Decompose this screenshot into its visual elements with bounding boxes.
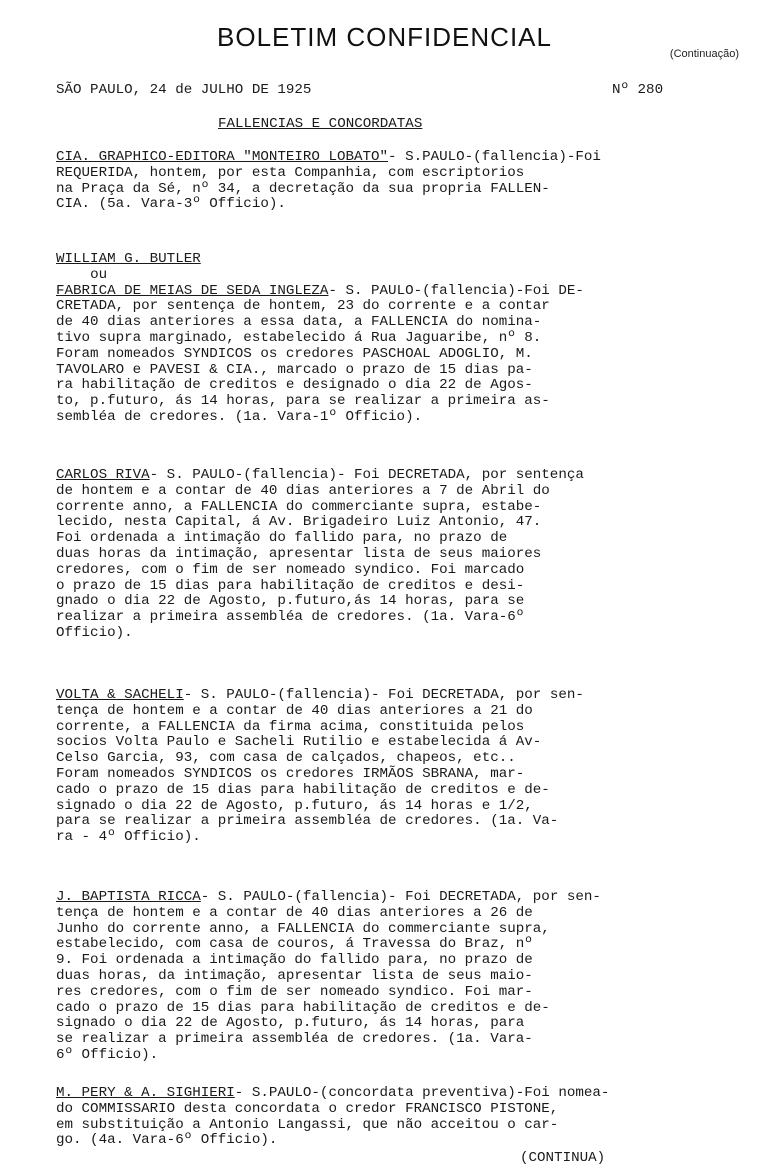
entry-line: de 40 dias anteriores a essa data, a FALLENCIA do nomina- (56, 314, 542, 331)
entry-name: CARLOS RIVA (56, 467, 150, 483)
entry-line: Officio). (56, 624, 133, 641)
entry-line: corrente anno, a FALLENCIA do commerciante supra, estabe- (56, 498, 542, 515)
entry-line: - S. PAULO-(fallencia)- Foi DECRETADA, por sentença (149, 467, 584, 483)
entry-line: do COMMISSARIO desta concordata o credor FRANCISCO PISTONE, (56, 1100, 559, 1117)
entry-line: ra habilitação de creditos e designado o dia 22 de Agos- (56, 377, 533, 394)
entry-line: na Praça da Sé, nº 34, a decretação da sua propria FALLEN- (56, 180, 550, 197)
entry-carlos-riva (56, 468, 746, 642)
entry-name: VOLTA & SACHELI (56, 687, 184, 703)
entry-line: signado o dia 22 de Agosto, p.futuro, ás 14 horas e 1/2, (56, 797, 533, 814)
entry-line: - S. PAULO-(fallencia)-Foi DE- (328, 282, 584, 299)
bulletin-title: BOLETIM CONFIDENCIAL (217, 22, 552, 52)
entry-line: credores, com o fim de ser nomeado syndico. Foi marcado (56, 561, 525, 578)
entry-line: - S.PAULO-(concordata preventiva)-Foi nomea- (234, 1085, 610, 1101)
continuation-note: (Continuação) (669, 48, 739, 60)
entry-baptista-ricca (56, 890, 746, 1064)
entry-graphico-editora (56, 150, 746, 213)
entry-line: - S. PAULO-(fallencia)- Foi DECRETADA, por sen- (200, 889, 601, 905)
entry-line: para se realizar a primeira assembléa de credores. (1a. Va- (56, 813, 559, 830)
entry-line: res credores, com o fim de ser nomeado syndico. Foi mar- (56, 983, 533, 1000)
entry-line: tença de hontem e a contar de 40 dias anteriores a 21 do (56, 702, 533, 719)
entry-name-alt: FABRICA DE MEIAS DE SEDA INGLEZA (56, 282, 329, 299)
entry-line: Foi ordenada a intimação do fallido para, no prazo de (56, 530, 508, 547)
entry-line: ra - 4º Officio). (56, 829, 201, 846)
entry-line: Foram nomeados SYNDICOS os credores IRMÃOS SBRANA, mar- (56, 765, 525, 782)
entry-line: 6º Officio). (56, 1046, 159, 1063)
entry-line: duas horas da intimação, apresentar lista de seus maiores (56, 545, 542, 562)
entry-connector: ou (90, 266, 108, 283)
dateline: SÃO PAULO, 24 de JULHO DE 1925 (56, 82, 312, 98)
entry-line: lecido, nesta Capital, á Av. Brigadeiro Luiz Antonio, 47. (56, 514, 542, 531)
entry-line: signado o dia 22 de Agosto, p.futuro, ás 14 horas, para (56, 1015, 525, 1032)
entry-name: J. BAPTISTA RICCA (56, 889, 201, 905)
entry-william-butler (56, 252, 746, 426)
entry-line: socios Volta Paulo e Sacheli Rutilio e estabelecida á Av- (56, 734, 542, 751)
entry-line: realizar a primeira assembléa de credores. (1a. Vara-6º (56, 609, 525, 626)
entry-line: CRETADA, por sentença de hontem, 23 do corrente e a contar (56, 298, 550, 315)
entry-pery-sighieri (56, 1086, 746, 1149)
entry-line: duas horas, da intimação, apresentar lista de seus maio- (56, 967, 533, 984)
entry-line: tença de hontem e a contar de 40 dias anteriores a 26 de (56, 904, 533, 921)
entry-volta-sacheli (56, 688, 746, 846)
entry-line: to, p.futuro, ás 14 horas, para se realizar a primeira as- (56, 393, 550, 410)
entry-line: em substituição a Antonio Langassi, que não acceitou o car- (56, 1116, 559, 1133)
entry-line: se realizar a primeira assembléa de credores. (1a. Vara- (56, 1031, 533, 1048)
entry-line: 9. Foi ordenada a intimação do fallido para, no prazo de (56, 952, 533, 969)
entry-line: tivo supra marginado, estabelecido á Rua Jaguaribe, nº 8. (56, 329, 542, 346)
continua-note: (CONTINUA) (520, 1150, 606, 1166)
entry-name: CIA. GRAPHICO-EDITORA "MONTEIRO LOBATO" (56, 149, 389, 165)
entry-line: go. (4a. Vara-6º Officio). (56, 1132, 278, 1149)
entry-line: o prazo de 15 dias para habilitação de creditos e desi- (56, 577, 525, 594)
entry-name: WILLIAM G. BUTLER (56, 251, 201, 267)
entry-line: de hontem e a contar de 40 dias anteriores a 7 de Abril do (56, 482, 550, 499)
section-heading: FALLENCIAS E CONCORDATAS (218, 116, 423, 132)
entry-line: Junho do corrente anno, a FALLENCIA do commerciante supra, (56, 920, 550, 937)
entry-line: corrente, a FALLENCIA da firma acima, constituida pelos (56, 718, 525, 735)
entry-line: - S. PAULO-(fallencia)- Foi DECRETADA, por sen- (183, 687, 584, 703)
entry-line: REQUERIDA, hontem, por esta Companhia, com escriptorios (56, 164, 525, 181)
entry-line: estabelecido, com casa de couros, á Travessa do Braz, nº (56, 936, 533, 953)
entry-name: M. PERY & A. SIGHIERI (56, 1085, 235, 1101)
entry-line: cado o prazo de 15 dias para habilitação de creditos e de- (56, 999, 550, 1016)
entry-line: TAVOLARO e PAVESI & CIA., marcado o prazo de 15 dias pa- (56, 361, 533, 378)
entry-line: sembléa de credores. (1a. Vara-1º Officio). (56, 408, 423, 425)
bulletin-number: Nº 280 (612, 82, 664, 98)
entry-line: Celso Garcia, 93, com casa de calçados, chapeos, etc.. (56, 750, 516, 767)
entry-line: - S.PAULO-(fallencia)-Foi (388, 149, 601, 165)
entry-line: CIA. (5a. Vara-3º Officio). (56, 196, 286, 213)
entry-line: Foram nomeados SYNDICOS os credores PASCHOAL ADOGLIO, M. (56, 345, 533, 362)
entry-line: gnado o dia 22 de Agosto, p.futuro,ás 14 horas, para se (56, 593, 525, 610)
entry-line: cado o prazo de 15 dias para habilitação de creditos e de- (56, 781, 550, 798)
